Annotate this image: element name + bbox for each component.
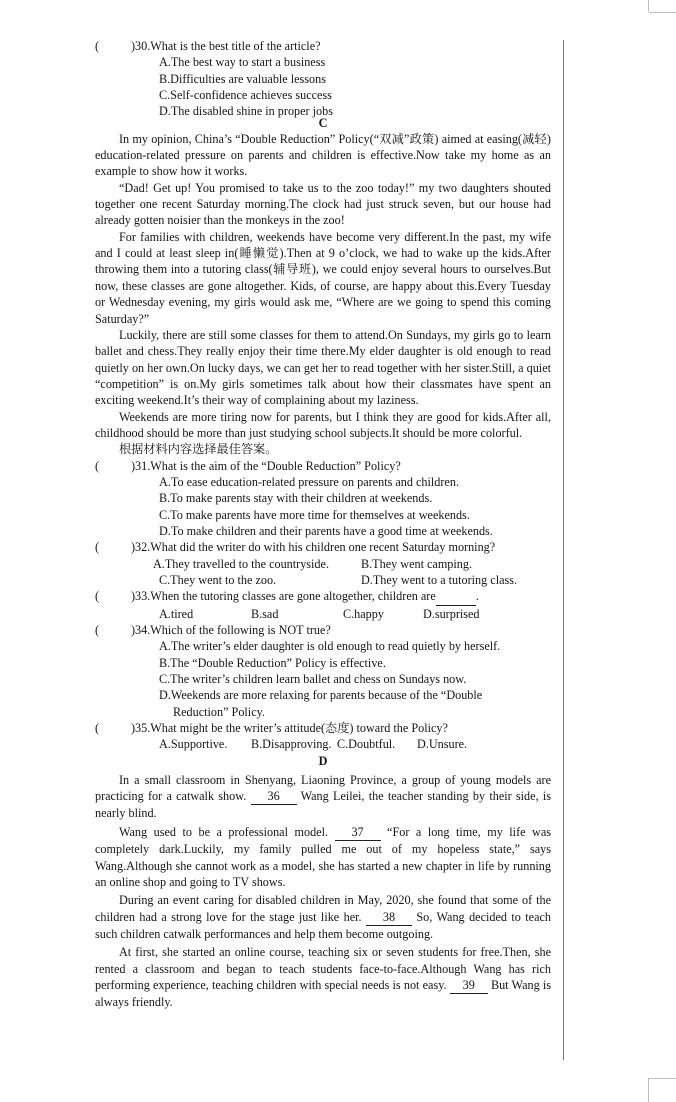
question-34: [95, 622, 551, 638]
answer-paren: (: [95, 39, 100, 53]
option-b: B.Disapproving.: [251, 737, 332, 752]
question-stem: )31.What is the aim of the “Double Reduction” Policy?: [131, 458, 401, 473]
answer-paren: (: [95, 458, 100, 473]
option-d: D.Unsure.: [417, 737, 468, 752]
answer-paren: (: [95, 721, 100, 736]
question-30: [95, 38, 551, 54]
text: But Wang is always friendly.: [95, 977, 551, 1010]
option-c: C.happy: [343, 606, 384, 621]
answer-blank: [436, 588, 476, 605]
passage-d-paragraph: [95, 772, 551, 822]
question-35: [95, 720, 551, 736]
option-a: A.The writer’s elder daughter is old enough to read quietly by herself.: [159, 639, 501, 654]
option-d: D.To make children and their parents have a good time at weekends.: [159, 523, 493, 538]
option-b: B.They went camping.: [361, 556, 473, 571]
section-d-heading: D: [318, 753, 328, 768]
question-stem: )32.What did the writer do with his children one recent Saturday morning?: [131, 540, 496, 555]
option-a: A.Supportive.: [159, 737, 228, 752]
text: Wang used to be a professional model.: [119, 824, 329, 839]
passage-d-paragraph: [95, 824, 551, 890]
passage-d-paragraph: [95, 944, 551, 1010]
option-c: C.Doubtful.: [337, 737, 396, 752]
q34-options: [95, 638, 551, 720]
passage-d-paragraph: [95, 892, 551, 942]
q33-options: [95, 606, 551, 622]
passage-c-paragraph: “Dad! Get up! You promised to take us to the zoo today!” my two daughters shouted together one recent Saturday morning.The clock had just struck seven, but our house had already gotten noisier than the monkeys in the zoo!: [95, 180, 551, 228]
option-d: D.They went to a tutoring class.: [361, 573, 518, 587]
option-b: B.Difficulties are valuable lessons: [159, 71, 326, 86]
option-a: A.tired: [159, 606, 194, 621]
option-c: C.To make parents have more time for themselves at weekends.: [159, 507, 470, 522]
answer-paren: (: [95, 540, 100, 555]
option-a: A.To ease education-related pressure on parents and children.: [159, 474, 459, 489]
crop-mark-bottom-right-h: [649, 1078, 676, 1079]
text: At first, she started an online course, teaching six or seven students for free.Then, she rented a classroom and began to teach students face-to-face.Although Wang has rich performing experience, teaching children with special needs is not easy.: [95, 945, 551, 992]
option-c: C.The writer’s children learn ballet and chess on Sundays now.: [159, 672, 467, 687]
answer-paren: (: [95, 589, 100, 604]
question-stem: )35.What might be the writer’s attitude(态度) toward the Policy?: [131, 721, 448, 736]
question-31: [95, 458, 551, 474]
question-33: [95, 588, 551, 605]
q30-options: [95, 54, 551, 119]
stem-end: .: [475, 589, 479, 604]
crop-mark-top-right-h: [649, 12, 676, 13]
instruction: 根据材料内容选择最佳答案。: [119, 442, 278, 457]
q32-options-row-2: [95, 572, 551, 588]
blank-37: 37: [335, 824, 381, 841]
text: In a small classroom in Shenyang, Liaoning Province, a group of young models are practicing for a catwalk show.: [95, 772, 551, 804]
exam-page: [95, 38, 551, 1011]
question-stem-wrapper: [131, 588, 551, 605]
question-stem: )30.What is the best title of the article?: [131, 39, 321, 53]
answer-paren: (: [95, 623, 100, 638]
option-c: C.Self-confidence achieves success: [159, 88, 332, 103]
question-32: [95, 539, 551, 555]
crop-mark-bottom-right-v: [648, 1078, 649, 1102]
crop-mark-top-right-v: [648, 0, 649, 12]
option-b: B.The “Double Reduction” Policy is effective.: [159, 655, 386, 670]
text: So, Wang decided to teach such children catwalk performances and help them become outgoing.: [95, 909, 551, 941]
section-c-heading: C: [318, 115, 328, 130]
option-d-continued: Reduction” Policy.: [173, 704, 265, 719]
passage-c-paragraph: Luckily, there are still some classes for them to attend.On Sundays, my girls go to learn ballet and chess.They really enjoy their time there.My elder daughter is old enough to read quietly on her own.On lucky days, we can get her to read together with her sister.Still, a quiet “competition” is on.My girls sometimes talk about how their classmates have spent an exciting weekend.It’s their way of complaining about my laziness.: [95, 327, 551, 408]
option-d: D.The disabled shine in proper jobs: [159, 104, 333, 119]
q32-options-row-1: [95, 556, 551, 572]
blank-39: 39: [450, 977, 488, 994]
option-a: A.They travelled to the countryside.: [153, 556, 329, 571]
column-rule: [563, 40, 564, 1060]
option-c: C.They went to the zoo.: [159, 573, 277, 587]
q31-options: [95, 474, 551, 539]
passage-c-paragraph: In my opinion, China’s “Double Reduction” Policy(“双减”政策) aimed at easing(减轻) education-related pressure on parents and children is effective.Now take my home as an example to show how it works.: [95, 131, 551, 179]
text: Wang Leilei, the teacher standing by their side, is nearly blind.: [95, 789, 552, 821]
text: “For a long time, my life was completely dark.Luckily, my family pulled me out of my hopeless state,” says Wang.Although she cannot work as a model, she has started a new chapter in life by running an online shop and going to TV shows.: [95, 824, 552, 889]
text: During an event caring for disabled children in May, 2020, she found that some of the children had a strong love for the stage just like her.: [95, 893, 551, 924]
option-b: B.sad: [251, 606, 279, 621]
option-a: A.The best way to start a business: [159, 55, 326, 70]
blank-38: 38: [366, 909, 412, 926]
passage-c-paragraph: Weekends are more tiring now for parents, but I think they are good for kids.After all, childhood should be more than just studying school subjects.It should be more colorful.: [95, 409, 551, 440]
option-d: D.Weekends are more relaxing for parents because of the “Double: [159, 688, 483, 703]
question-stem: )34.Which of the following is NOT true?: [131, 623, 331, 638]
option-d: D.surprised: [423, 606, 480, 621]
blank-36: 36: [251, 788, 297, 805]
passage-c-paragraph: For families with children, weekends have become very different.In the past, my wife and I could at least sleep in(睡懒觉).Then at 9 o’clock, we had to wake up the kids.After throwing them into a tutoring class(辅导班), we could enjoy several hours to ourselves.But now, these classes are gone altogether. Kids, of course, are happy about this.Every Tuesday or Wednesday evening, my girls would ask me, “Where are we going to spend this coming Saturday?”: [95, 229, 551, 326]
q35-options: [95, 736, 551, 752]
option-b: B.To make parents stay with their children at weekends.: [159, 491, 433, 506]
question-stem: )33.When the tutoring classes are gone altogether, children are: [131, 589, 436, 604]
